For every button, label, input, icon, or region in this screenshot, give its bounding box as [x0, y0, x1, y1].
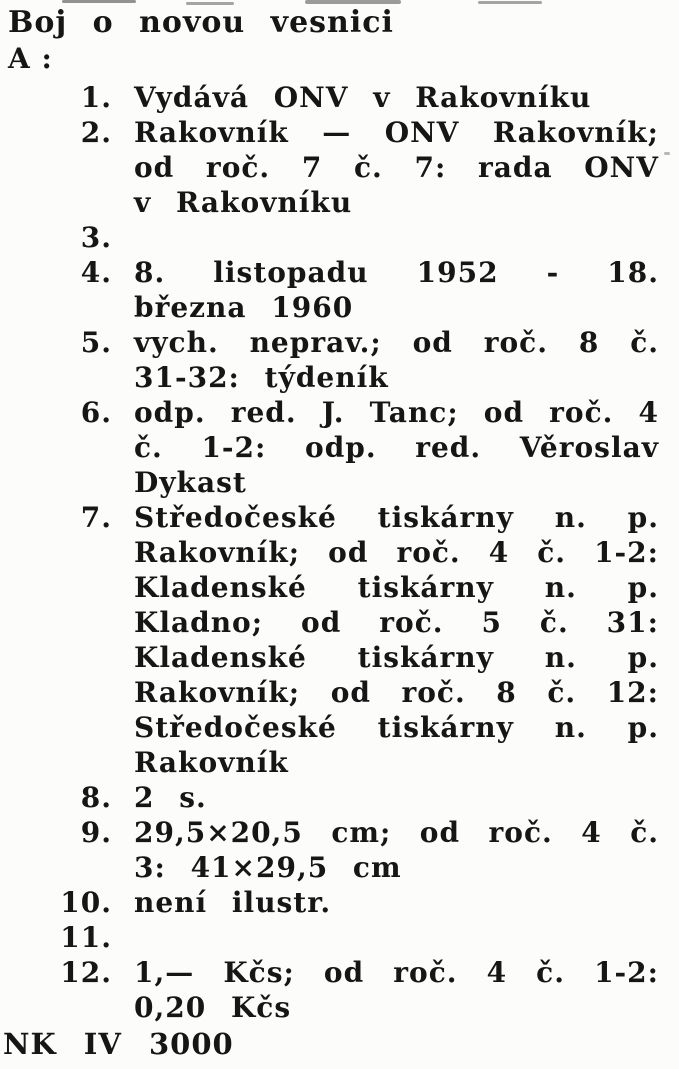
- field-value: Vydává ONV v Rakovníku: [134, 81, 592, 114]
- field-number: 7.: [80, 501, 112, 534]
- field-value: odp. red. J. Tanc; od roč. 4 č. 1-2: odp. red. Věroslav Dykast: [134, 396, 659, 499]
- shelf-mark: NK IV 3000: [3, 1027, 234, 1061]
- field-number: 3.: [80, 221, 112, 254]
- field-value: Středočeské tiskárny n. p. Rakovník; od roč. 4 č. 1-2: Kladenské tiskárny n. p. Kladno; od roč. 5 č. 31: Kladenské tiskárny n. p. Rakovník; od roč. 8 č. 12: Středočeské tiskárny n. p. Rakovník: [134, 501, 659, 779]
- scan-artifact: [664, 152, 670, 155]
- field-row: [8, 220, 659, 255]
- field-number: 6.: [80, 396, 112, 429]
- field-row: [8, 920, 659, 955]
- field-number: 4.: [80, 256, 112, 289]
- field-number: 1.: [80, 81, 112, 114]
- field-row: [8, 815, 659, 885]
- field-row: [8, 885, 659, 920]
- field-row: [8, 955, 659, 1025]
- field-number: 12.: [60, 956, 112, 989]
- field-value: není ilustr.: [134, 886, 332, 919]
- scan-artifact: [305, 0, 401, 4]
- field-value: vych. neprav.; od roč. 8 č. 31-32: týdeník: [134, 326, 659, 394]
- field-value: Rakovník — ONV Rakovník; od roč. 7 č. 7: rada ONV v Rakovníku: [134, 116, 659, 219]
- field-row: [8, 115, 659, 220]
- field-row: [8, 325, 659, 395]
- field-row: [8, 500, 659, 780]
- field-row: [8, 255, 659, 325]
- field-value: 2 s.: [134, 781, 207, 814]
- field-number: 9.: [80, 816, 112, 849]
- record-title: Boj o novou vesnici: [8, 5, 394, 40]
- field-value: [134, 920, 659, 955]
- field-value: 29,5×20,5 cm; od roč. 4 č. 3: 41×29,5 cm: [134, 816, 659, 884]
- field-value: 8. listopadu 1952 - 18. března 1960: [134, 256, 659, 324]
- field-row: [8, 80, 659, 115]
- field-number: 2.: [80, 116, 112, 149]
- field-value: 1,— Kčs; od roč. 4 č. 1-2: 0,20 Kčs: [134, 956, 659, 1024]
- field-number: 8.: [80, 781, 112, 814]
- field-number: 11.: [60, 921, 112, 954]
- field-row: [8, 780, 659, 815]
- field-number: 10.: [60, 886, 112, 919]
- scan-artifact: [62, 0, 136, 3]
- scan-artifact: [478, 1, 542, 4]
- field-list: [8, 80, 659, 1025]
- field-row: [8, 395, 659, 500]
- field-value: [134, 220, 659, 255]
- field-number: 5.: [80, 326, 112, 359]
- section-label: A :: [8, 42, 53, 75]
